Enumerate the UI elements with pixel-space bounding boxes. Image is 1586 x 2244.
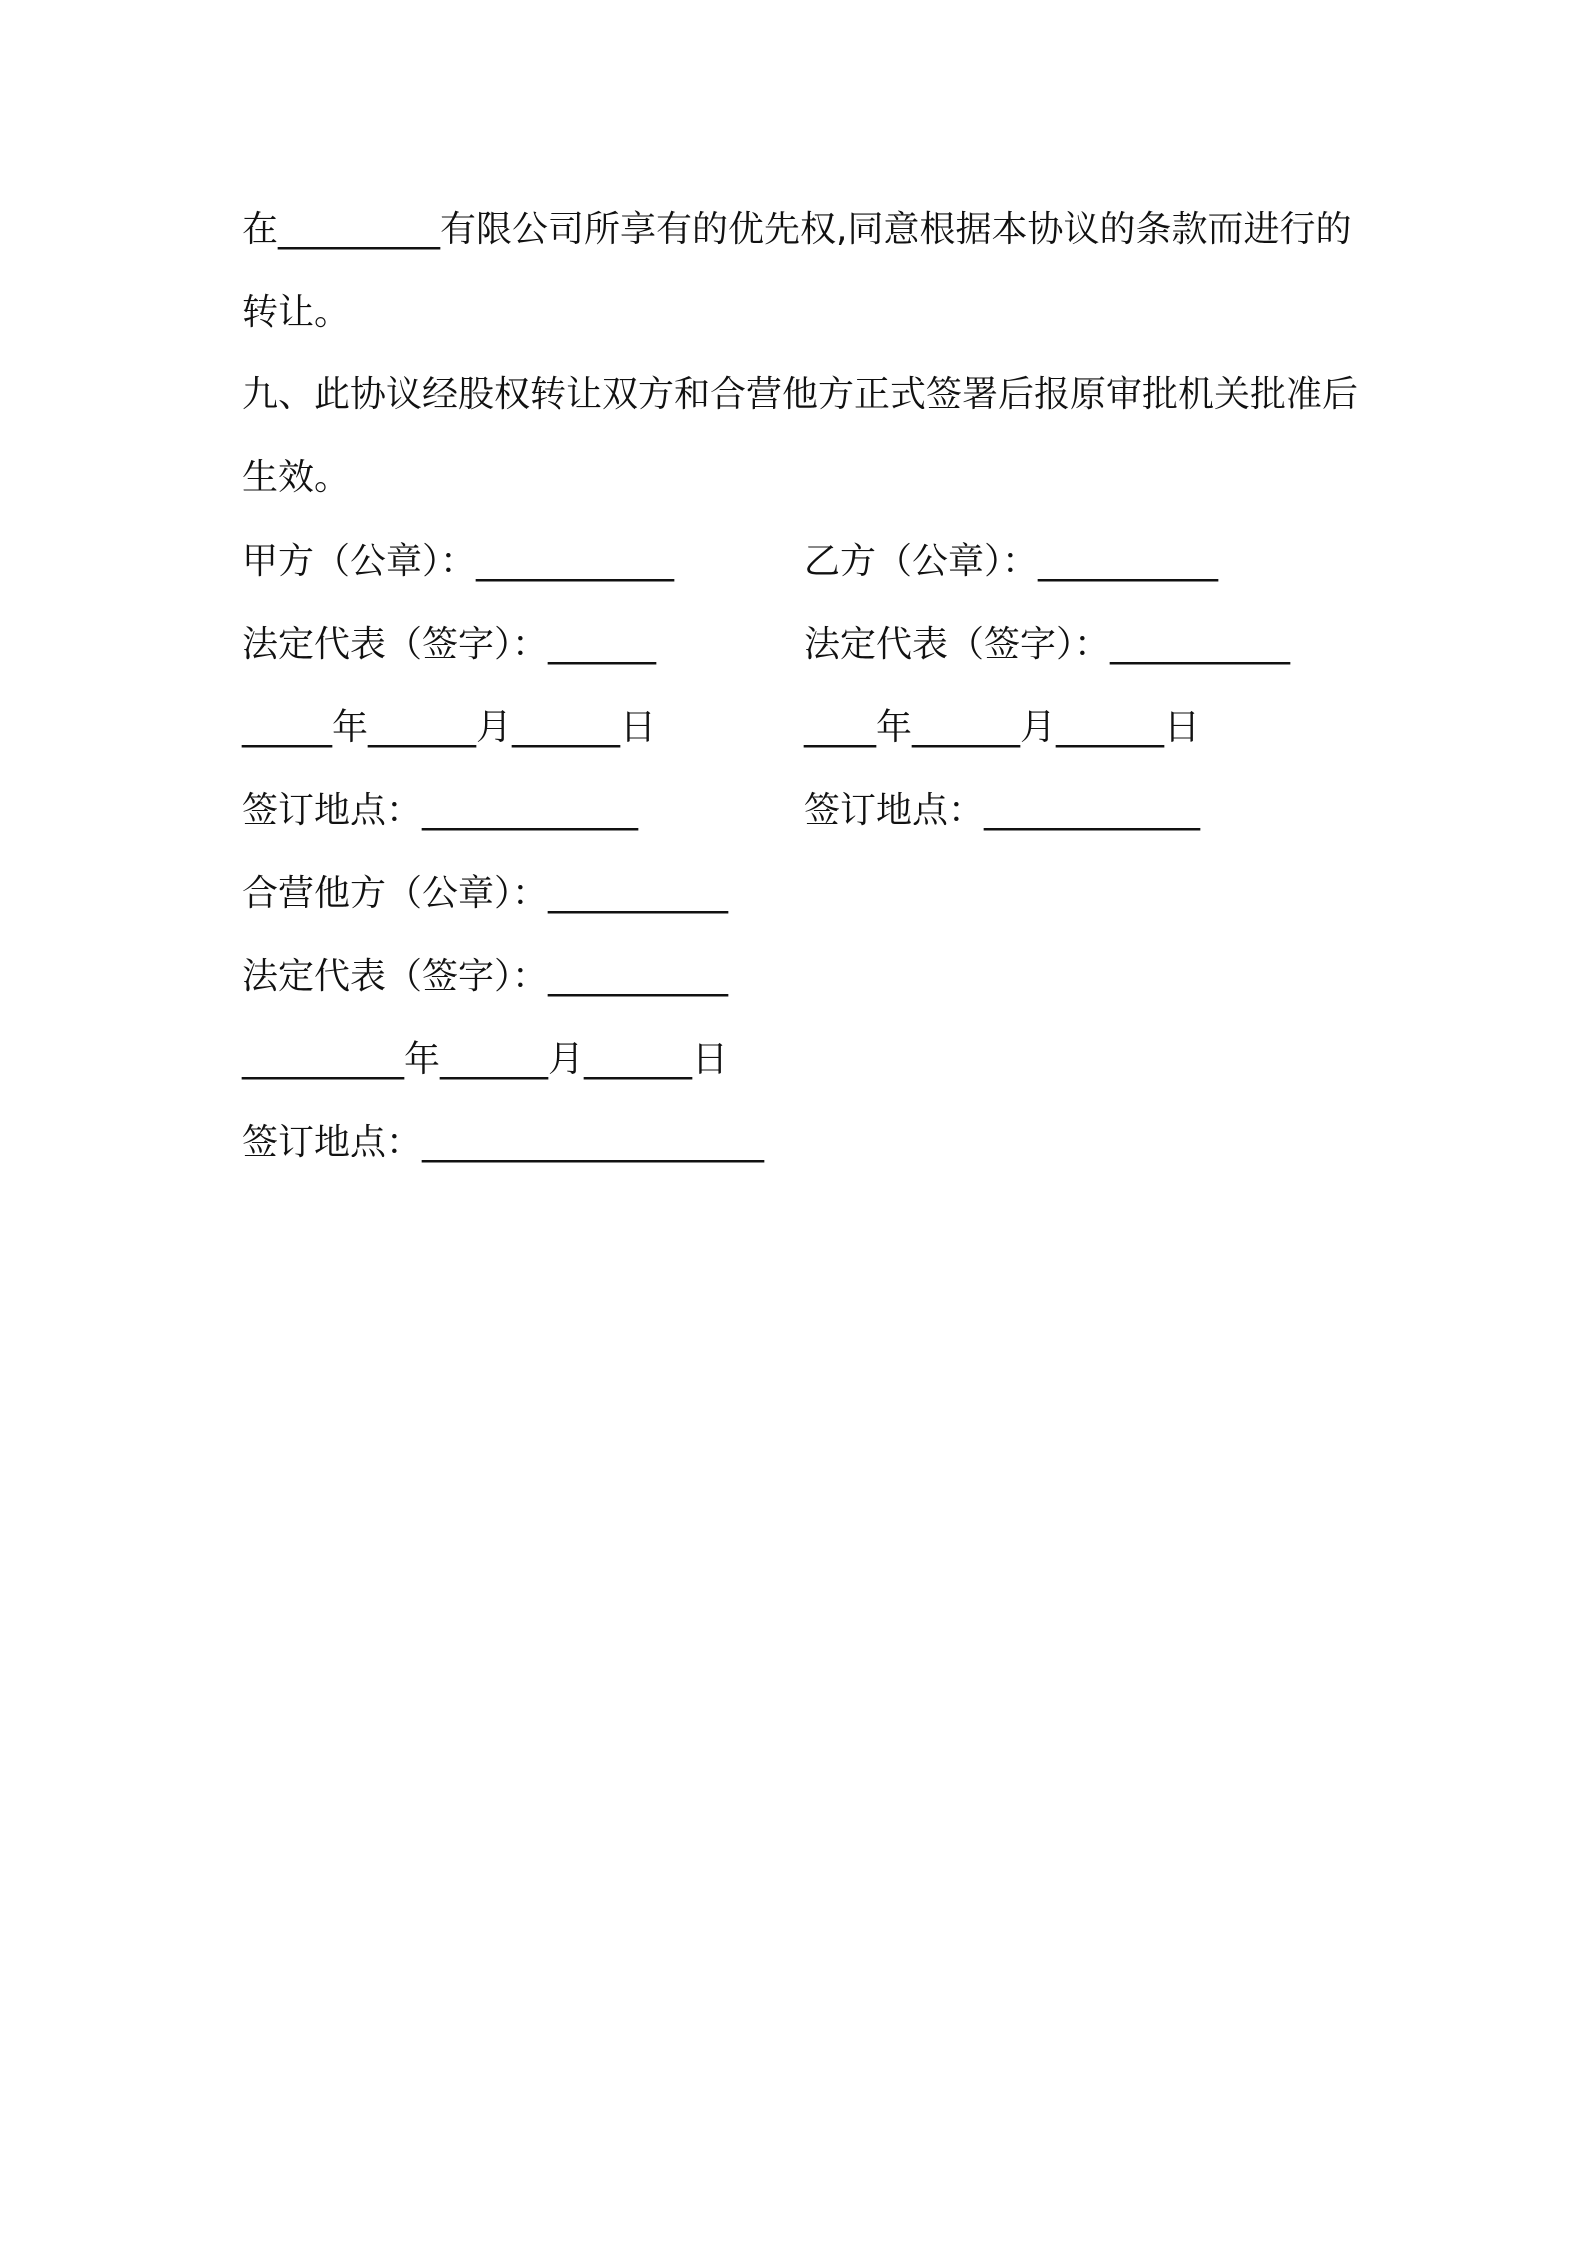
party-a-date-line: _____年______月______日 [242,707,656,748]
party-b-representative-line: 法定代表（签字）：__________ [804,624,1291,665]
other-party-representative-line: 法定代表（签字）：__________ [242,956,729,997]
party-a-seal-line: 甲方（公章）：___________ [242,541,675,582]
preemptive-right-paragraph: 在_________有限公司所享有的优先权,同意根据本协议的条款而进行的转让。 [242,209,1352,333]
other-party-seal-line: 合营他方（公章）：__________ [242,873,729,914]
party-b-place-line: 签订地点：____________ [804,790,1201,831]
clause-nine-paragraph: 九、此协议经股权转让双方和合营他方正式签署后报原审批机关批准后生效。 [242,374,1359,498]
party-a-representative-line: 法定代表（签字）：______ [242,624,657,665]
party-b-date-line: ____年______月______日 [804,707,1200,748]
party-a-place-line: 签订地点：____________ [242,790,639,831]
other-party-date-line: _________年______月______日 [242,1039,728,1080]
party-b-seal-line: 乙方（公章）：__________ [804,541,1219,582]
other-party-place-line: 签订地点：___________________ [242,1122,765,1163]
